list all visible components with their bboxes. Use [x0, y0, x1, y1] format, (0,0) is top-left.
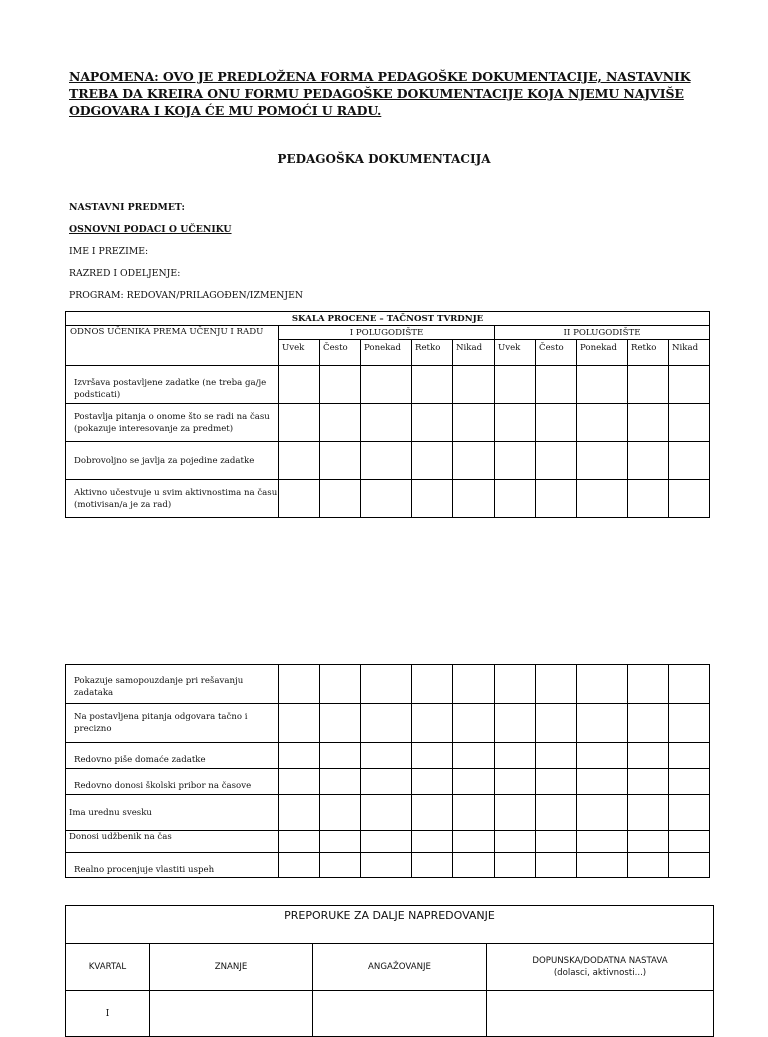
rating-cell[interactable] [412, 480, 453, 518]
rating-cell[interactable] [361, 366, 412, 404]
rating-cell[interactable] [320, 442, 361, 480]
rating-cell[interactable] [628, 665, 669, 704]
table-row [66, 665, 710, 704]
extra-classes-header-line2: (dolasci, aktivnosti...) [553, 968, 647, 978]
rating-cell[interactable] [495, 480, 536, 518]
rating-cell[interactable] [453, 831, 495, 853]
rating-cell[interactable] [628, 442, 669, 480]
col-nikad-2: Nikad [669, 340, 710, 366]
rating-cell[interactable] [536, 831, 577, 853]
rating-cell[interactable] [577, 743, 628, 769]
rating-cell[interactable] [279, 442, 320, 480]
table-row [66, 366, 710, 404]
instruction-note: NAPOMENA: OVO JE PREDLOŽENA FORMA PEDAGOŠKE DOKUMENTACIJE, NASTAVNIK TREBA DA KREIRA ONU FORMU PEDAGOŠKE DOKUMENTACIJE KOJA NJEMU NAJVIŠE ODGOVARA I KOJA ĆE MU POMOĆI U RADU. [69, 69, 691, 118]
rating-cell[interactable] [628, 480, 669, 518]
col-ponekad-1: Ponekad [361, 340, 412, 366]
rating-cell[interactable] [412, 795, 453, 831]
col-nikad-1: Nikad [453, 340, 495, 366]
col-cesto-2: Često [536, 340, 577, 366]
rating-cell[interactable] [495, 442, 536, 480]
rating-cell[interactable] [536, 853, 577, 878]
rating-cell[interactable] [361, 442, 412, 480]
rating-cell[interactable] [669, 480, 710, 518]
rating-scale-table-continued [65, 664, 710, 878]
engagement-cell[interactable] [313, 991, 487, 1037]
table-row [66, 442, 710, 480]
rating-cell[interactable] [279, 366, 320, 404]
rating-cell[interactable] [279, 480, 320, 518]
rating-cell[interactable] [412, 366, 453, 404]
rating-cell[interactable] [453, 480, 495, 518]
class-field: RAZRED I ODELJENJE: [69, 268, 181, 279]
rating-cell[interactable] [412, 743, 453, 769]
rating-cell[interactable] [320, 404, 361, 442]
rating-cell[interactable] [361, 795, 412, 831]
rating-cell[interactable] [453, 853, 495, 878]
rating-cell[interactable] [628, 769, 669, 795]
table-row [66, 404, 710, 442]
table-row [66, 991, 714, 1037]
rating-cell[interactable] [320, 769, 361, 795]
recommendations-title: PREPORUKE ZA DALJE NAPREDOVANJE [66, 906, 714, 944]
extra-classes-cell[interactable] [487, 991, 714, 1037]
rating-cell[interactable] [577, 769, 628, 795]
rating-cell[interactable] [453, 404, 495, 442]
subject-field: NASTAVNI PREDMET: [69, 202, 185, 213]
criterion-label: Pokazuje samopouzdanje pri rešavanju zadataka [66, 665, 279, 704]
rating-cell[interactable] [495, 831, 536, 853]
extra-classes-header [487, 944, 714, 991]
rating-cell[interactable] [669, 795, 710, 831]
rating-cell[interactable] [669, 769, 710, 795]
criterion-label: Realno procenjuje vlastiti uspeh [66, 853, 279, 878]
rating-cell[interactable] [577, 831, 628, 853]
rating-cell[interactable] [361, 704, 412, 743]
table-row [66, 769, 710, 795]
rating-cell[interactable] [495, 404, 536, 442]
rating-cell[interactable] [320, 743, 361, 769]
criterion-label: Redovno piše domaće zadatke [66, 743, 279, 769]
rating-cell[interactable] [495, 366, 536, 404]
rating-cell[interactable] [453, 743, 495, 769]
rating-cell[interactable] [453, 795, 495, 831]
rating-cell[interactable] [320, 831, 361, 853]
criterion-label: Redovno donosi školski pribor na časove [66, 769, 279, 795]
rating-cell[interactable] [320, 704, 361, 743]
rating-cell[interactable] [577, 665, 628, 704]
rating-cell[interactable] [536, 480, 577, 518]
rating-cell[interactable] [628, 743, 669, 769]
rating-cell[interactable] [320, 366, 361, 404]
row-header: ODNOS UČENIKA PREMA UČENJU I RADU [66, 326, 279, 366]
rating-cell[interactable] [412, 853, 453, 878]
rating-cell[interactable] [453, 704, 495, 743]
rating-cell[interactable] [669, 831, 710, 853]
knowledge-cell[interactable] [150, 991, 313, 1037]
rating-cell[interactable] [536, 442, 577, 480]
rating-cell[interactable] [279, 704, 320, 743]
rating-cell[interactable] [495, 853, 536, 878]
col-uvek-2: Uvek [495, 340, 536, 366]
col-retko-1: Retko [412, 340, 453, 366]
rating-cell[interactable] [577, 480, 628, 518]
criterion-label: Donosi udžbenik na čas [66, 831, 279, 853]
rating-cell[interactable] [536, 404, 577, 442]
table-row [66, 743, 710, 769]
rating-cell[interactable] [628, 704, 669, 743]
rating-cell[interactable] [279, 831, 320, 853]
criterion-label: Postavlja pitanja o onome što se radi na času (pokazuje interesovanje za predmet) [66, 404, 279, 442]
rating-cell[interactable] [669, 704, 710, 743]
rating-cell[interactable] [577, 795, 628, 831]
criterion-label: Ima urednu svesku [66, 795, 279, 831]
rating-cell[interactable] [577, 853, 628, 878]
rating-cell[interactable] [453, 366, 495, 404]
rating-cell[interactable] [453, 769, 495, 795]
criterion-label: Aktivno učestvuje u svim aktivnostima na času (motivisan/a je za rad) [66, 480, 279, 518]
rating-cell[interactable] [412, 704, 453, 743]
rating-cell[interactable] [279, 404, 320, 442]
table-row [66, 480, 710, 518]
rating-cell[interactable] [320, 480, 361, 518]
rating-cell[interactable] [412, 831, 453, 853]
rating-cell[interactable] [361, 743, 412, 769]
rating-cell[interactable] [669, 853, 710, 878]
table-row [66, 704, 710, 743]
rating-cell[interactable] [577, 366, 628, 404]
rating-cell[interactable] [536, 743, 577, 769]
rating-cell[interactable] [495, 769, 536, 795]
criterion-label: Izvršava postavljene zadatke (ne treba ga/je podsticati) [66, 366, 279, 404]
rating-cell[interactable] [361, 665, 412, 704]
rating-cell[interactable] [279, 665, 320, 704]
table-row [66, 831, 710, 853]
col-retko-2: Retko [628, 340, 669, 366]
table-row [66, 795, 710, 831]
rating-cell[interactable] [453, 442, 495, 480]
rating-cell[interactable] [577, 704, 628, 743]
rating-cell[interactable] [628, 853, 669, 878]
rating-cell[interactable] [412, 769, 453, 795]
rating-scale-table [65, 311, 710, 518]
rating-cell[interactable] [361, 480, 412, 518]
rating-cell[interactable] [412, 665, 453, 704]
recommendations-table [65, 905, 714, 1037]
extra-classes-header-line1: DOPUNSKA/DODATNA NASTAVA [532, 956, 668, 966]
rating-cell[interactable] [577, 404, 628, 442]
col-uvek-1: Uvek [279, 340, 320, 366]
rating-cell[interactable] [669, 442, 710, 480]
rating-cell[interactable] [536, 769, 577, 795]
rating-cell[interactable] [361, 404, 412, 442]
name-field: IME I PREZIME: [69, 246, 149, 257]
col-cesto-1: Često [320, 340, 361, 366]
rating-cell[interactable] [361, 769, 412, 795]
rating-cell[interactable] [536, 366, 577, 404]
rating-cell[interactable] [279, 795, 320, 831]
col-ponekad-2: Ponekad [577, 340, 628, 366]
rating-cell[interactable] [361, 831, 412, 853]
rating-cell[interactable] [669, 665, 710, 704]
rating-cell[interactable] [279, 853, 320, 878]
rating-cell[interactable] [669, 743, 710, 769]
rating-cell[interactable] [320, 665, 361, 704]
rating-cell[interactable] [495, 743, 536, 769]
quarter-label: I [66, 991, 150, 1037]
rating-cell[interactable] [669, 404, 710, 442]
rating-cell[interactable] [320, 853, 361, 878]
rating-cell[interactable] [628, 404, 669, 442]
rating-cell[interactable] [628, 795, 669, 831]
scale-title: SKALA PROCENE – TAČNOST TVRDNJE [66, 312, 710, 326]
rating-cell[interactable] [536, 704, 577, 743]
rating-cell[interactable] [453, 665, 495, 704]
document-title: PEDAGOŠKA DOKUMENTACIJA [277, 152, 491, 166]
quarter-header: KVARTAL [66, 944, 150, 991]
rating-cell[interactable] [536, 795, 577, 831]
semester-2-header: II POLUGODIŠTE [495, 326, 710, 340]
rating-cell[interactable] [536, 665, 577, 704]
table-row [66, 853, 710, 878]
criterion-label: Dobrovoljno se javlja za pojedine zadatke [66, 442, 279, 480]
rating-cell[interactable] [495, 665, 536, 704]
program-field: PROGRAM: REDOVAN/PRILAGOĐEN/IZMENJEN [69, 290, 304, 301]
rating-cell[interactable] [669, 366, 710, 404]
rating-cell[interactable] [412, 404, 453, 442]
rating-cell[interactable] [495, 704, 536, 743]
rating-cell[interactable] [361, 853, 412, 878]
rating-cell[interactable] [279, 743, 320, 769]
rating-cell[interactable] [628, 831, 669, 853]
rating-cell[interactable] [577, 442, 628, 480]
rating-cell[interactable] [412, 442, 453, 480]
basic-info-heading: OSNOVNI PODACI O UČENIKU [69, 224, 232, 235]
engagement-header: ANGAŽOVANJE [313, 944, 487, 991]
rating-cell[interactable] [279, 769, 320, 795]
rating-cell[interactable] [320, 795, 361, 831]
criterion-label: Na postavljena pitanja odgovara tačno i precizno [66, 704, 279, 743]
rating-cell[interactable] [628, 366, 669, 404]
rating-cell[interactable] [495, 795, 536, 831]
knowledge-header: ZNANJE [150, 944, 313, 991]
semester-1-header: I POLUGODIŠTE [279, 326, 495, 340]
